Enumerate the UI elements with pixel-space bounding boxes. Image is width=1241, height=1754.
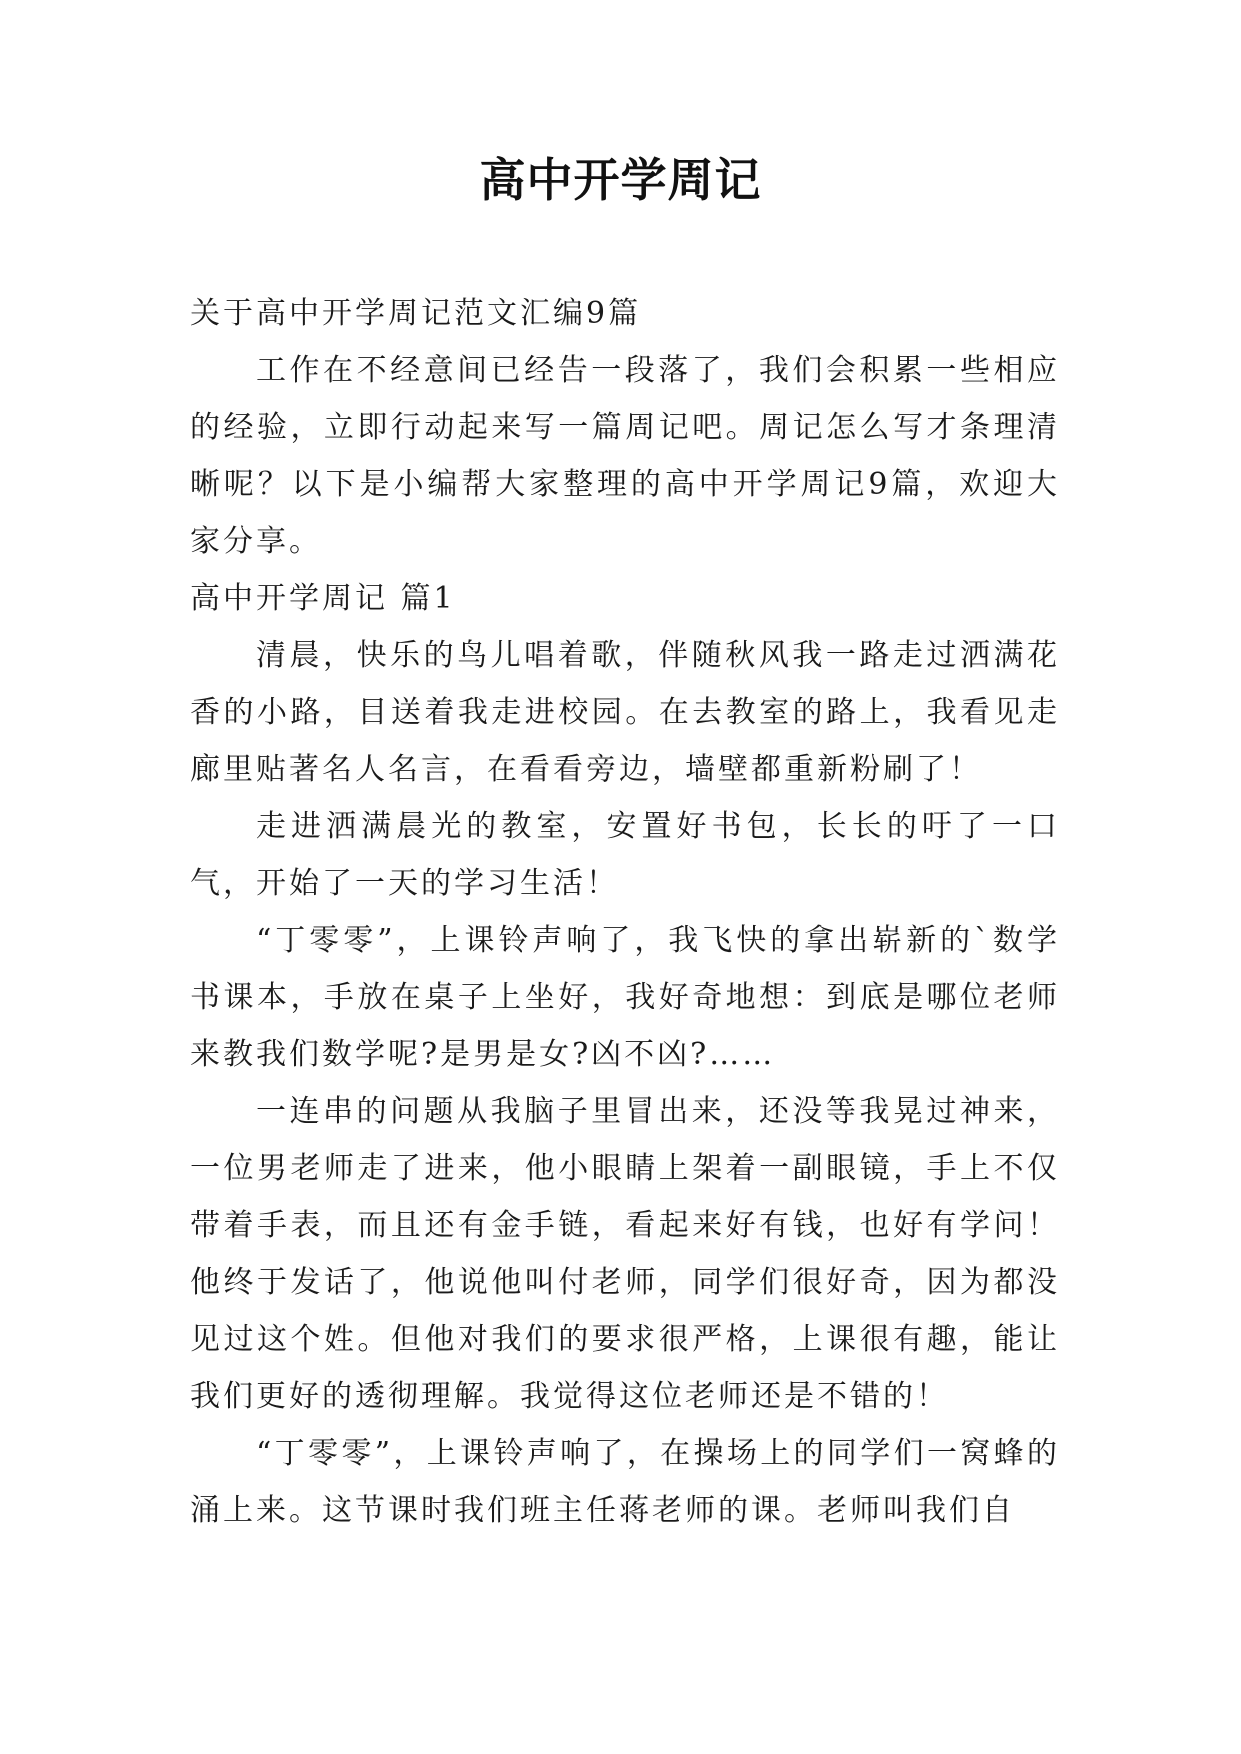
document-body	[190, 285, 1060, 1539]
document-subtitle: 关于高中开学周记范文汇编9篇	[190, 296, 642, 331]
body-paragraph-4: 一连串的问题从我脑子里冒出来，还没等我晃过神来，一位男老师走了进来，他小眼睛上架着一副眼镜，手上不仅带着手表，而且还有金手链，看起来好有钱，也好有学问！他终于发话了，他说他叫付老师，同学们很好奇，因为都没见过这个姓。但他对我们的要求很严格，上课很有趣，能让我们更好的透彻理解。我觉得这位老师还是不错的！	[190, 1094, 1060, 1414]
document-title: 高中开学周记	[479, 153, 762, 207]
body-paragraph-2: 走进洒满晨光的教室，安置好书包，长长的吁了一口气，开始了一天的学习生活！	[190, 809, 1060, 901]
intro-paragraph: 工作在不经意间已经告一段落了，我们会积累一些相应的经验，立即行动起来写一篇周记吧。周记怎么写才条理清晰呢？以下是小编帮大家整理的高中开学周记9篇，欢迎大家分享。	[190, 353, 1060, 559]
body-paragraph-3: “丁零零”，上课铃声响了，我飞快的拿出崭新的`数学书课本，手放在桌子上坐好，我好奇地想：到底是哪位老师来教我们数学呢?是男是女?凶不凶?……	[190, 923, 1060, 1072]
body-paragraph-5: “丁零零”，上课铃声响了，在操场上的同学们一窝蜂的涌上来。这节课时我们班主任蒋老师的课。老师叫我们自	[190, 1436, 1060, 1528]
section-heading: 高中开学周记 篇1	[190, 581, 456, 616]
body-paragraph-1: 清晨，快乐的鸟儿唱着歌，伴随秋风我一路走过洒满花香的小路，目送着我走进校园。在去教室的路上，我看见走廊里贴著名人名言，在看看旁边，墙壁都重新粉刷了！	[190, 638, 1060, 787]
